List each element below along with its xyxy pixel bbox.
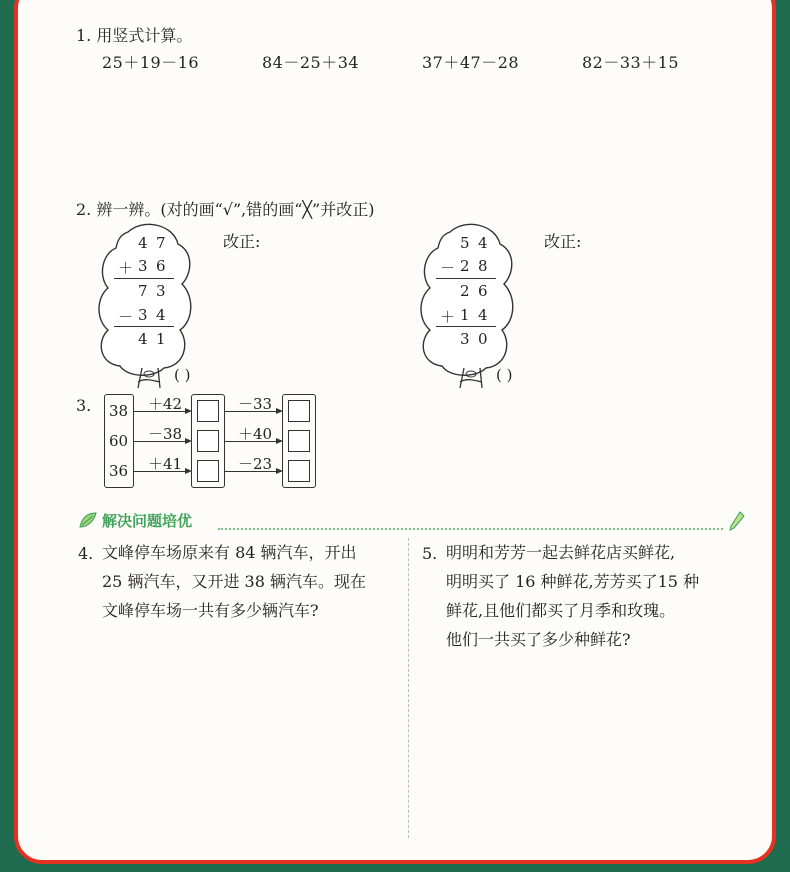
calc-line	[114, 278, 174, 279]
first-op-1: ＋42	[148, 395, 183, 413]
first-op-2: －38	[148, 425, 183, 443]
calc-digit: 1	[156, 330, 166, 348]
q3-number: 3.	[76, 396, 92, 415]
calc-digit: 7	[156, 234, 166, 252]
q1-expression-4: 82－33＋15	[582, 53, 680, 72]
calc-digit: 4	[138, 234, 148, 252]
q1-expression-3: 37＋47－28	[422, 53, 520, 72]
answer-square[interactable]	[288, 430, 310, 452]
q1-expression-1: 25＋19－16	[102, 53, 200, 72]
calc-digit: 3	[138, 306, 148, 324]
calc-digit: 2	[460, 282, 470, 300]
q5-text	[446, 538, 699, 654]
first-op-3: ＋41	[148, 455, 183, 473]
start-value-1: 38	[109, 402, 129, 420]
q4-line-1: 文峰停车场原来有 84 辆汽车，开出	[102, 543, 357, 562]
q5-line-4: 他们一共买了多少种鲜花?	[446, 630, 631, 649]
calc-digit: 5	[460, 234, 470, 252]
answer-square[interactable]	[197, 460, 219, 482]
right-answer-paren[interactable]: ( )	[496, 366, 513, 384]
second-op-3: －23	[238, 455, 273, 473]
start-value-2: 60	[109, 432, 129, 450]
answer-square[interactable]	[288, 400, 310, 422]
calc-digit: 6	[478, 282, 488, 300]
left-correction-label: 改正:	[223, 232, 261, 251]
q4-number: 4.	[78, 544, 94, 563]
calc-op: －	[118, 308, 134, 326]
calc-digit: 4	[156, 306, 166, 324]
q5-line-1: 明明和芳芳一起去鲜花店买鲜花,	[446, 543, 676, 562]
calc-digit: 2	[460, 257, 470, 275]
calc-op: ＋	[118, 259, 134, 277]
section-divider	[218, 528, 723, 530]
q5-line-3: 鲜花,且他们都买了月季和玫瑰。	[446, 601, 676, 620]
calc-digit: 4	[138, 330, 148, 348]
section-header	[78, 510, 748, 534]
right-correction-label: 改正:	[544, 232, 582, 251]
second-op-1: －33	[238, 395, 273, 413]
answer-square[interactable]	[288, 460, 310, 482]
calc-digit: 1	[460, 306, 470, 324]
calc-digit: 6	[156, 257, 166, 275]
q5-line-2: 明明买了 16 种鲜花,芳芳买了15 种	[446, 572, 700, 591]
column-divider	[408, 538, 409, 838]
calc-digit: 7	[138, 282, 148, 300]
q4-line-3: 文峰停车场一共有多少辆汽车?	[102, 601, 319, 620]
calc-digit: 3	[460, 330, 470, 348]
answer-square[interactable]	[197, 400, 219, 422]
calc-digit: 4	[478, 234, 488, 252]
calc-digit: 3	[156, 282, 166, 300]
q4-line-2: 25 辆汽车，又开进 38 辆汽车。现在	[102, 572, 366, 591]
calc-digit: 8	[478, 257, 488, 275]
calc-digit: 0	[478, 330, 488, 348]
q1-heading: 1. 用竖式计算。	[76, 26, 193, 45]
q1-expression-2: 84－25＋34	[262, 53, 360, 72]
calc-digit: 4	[478, 306, 488, 324]
calc-line	[436, 326, 496, 327]
calc-digit: 3	[138, 257, 148, 275]
second-op-2: ＋40	[238, 425, 273, 443]
calc-line	[436, 278, 496, 279]
q5-number: 5.	[422, 544, 438, 563]
worksheet-page	[14, 0, 776, 864]
calc-line	[114, 326, 174, 327]
section-title: 解决问题培优	[102, 512, 193, 530]
q4-text	[102, 538, 366, 625]
calc-op: ＋	[440, 308, 456, 326]
calc-op: －	[440, 259, 456, 277]
q2-heading: 2. 辨一辨。(对的画“√”,错的画“╳”并改正)	[76, 200, 375, 219]
answer-square[interactable]	[197, 430, 219, 452]
pencil-icon	[728, 510, 746, 532]
left-answer-paren[interactable]: ( )	[174, 366, 191, 384]
start-value-3: 36	[109, 462, 129, 480]
leaf-icon	[78, 511, 98, 529]
